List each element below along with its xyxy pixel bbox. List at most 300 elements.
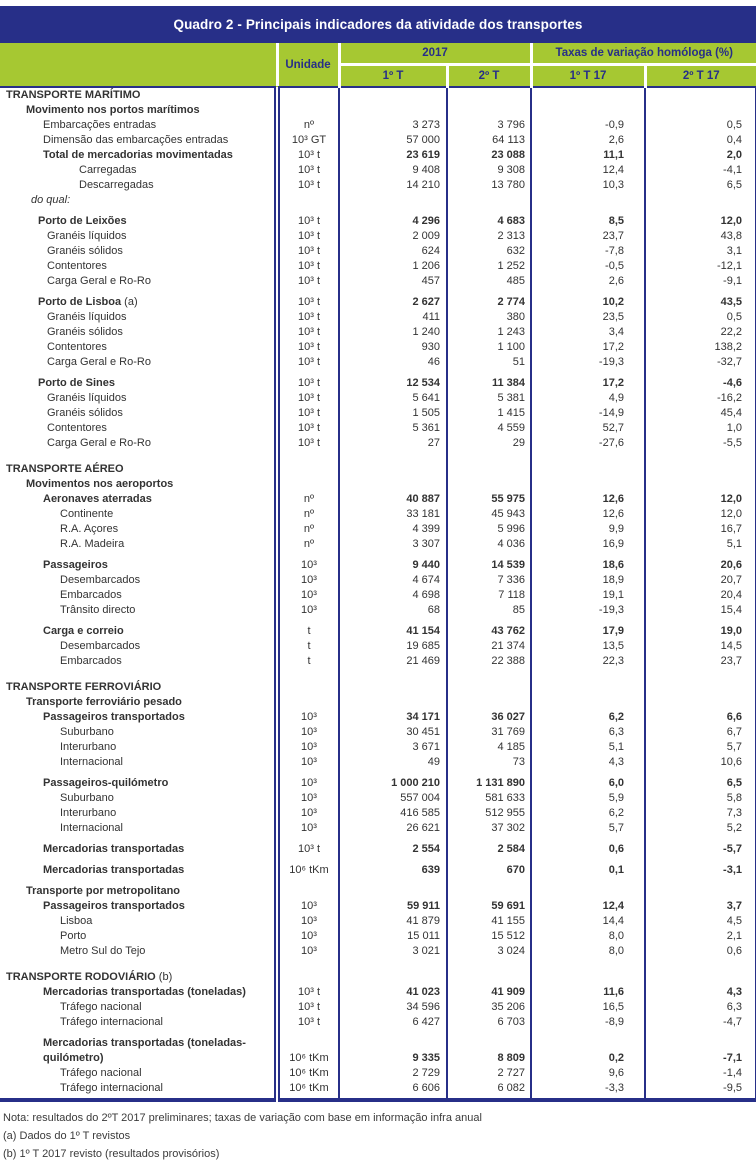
row-label-suffix: (b) [155, 971, 173, 983]
table-row [0, 289, 756, 310]
row-value-v2: 15 512 [447, 929, 531, 944]
row-label: R.A. Madeira [60, 538, 125, 550]
row-value-v4: -7,1 [645, 1030, 756, 1066]
row-value-v4: 45,4 [645, 406, 756, 421]
row-label: Contentores [47, 422, 107, 434]
row-value-v2: 41 909 [447, 985, 531, 1000]
table-row [0, 244, 756, 259]
row-value-v2: 14 539 [447, 552, 531, 573]
row-unit: 10³ [277, 791, 339, 806]
row-value-v4 [645, 695, 756, 710]
row-unit: 10³ [277, 740, 339, 755]
row-value-v3: 10,2 [531, 289, 645, 310]
row-value-v3: 0,2 [531, 1030, 645, 1066]
row-value-v4: 5,7 [645, 740, 756, 755]
row-value-v1: 5 361 [339, 421, 447, 436]
table-row [0, 103, 756, 118]
row-label: Carga Geral e Ro-Ro [47, 437, 151, 449]
row-value-v2 [447, 477, 531, 492]
row-value-v4: 3,7 [645, 899, 756, 914]
row-value-v4: 4,5 [645, 914, 756, 929]
row-value-v3: -8,9 [531, 1015, 645, 1030]
row-label: TRANSPORTE RODOVIÁRIO (b) [6, 971, 173, 983]
row-label: Carga Geral e Ro-Ro [47, 275, 151, 287]
row-value-v4: -5,5 [645, 436, 756, 451]
row-value-v3: 5,7 [531, 821, 645, 836]
row-value-v4: 6,7 [645, 725, 756, 740]
row-value-v2 [447, 451, 531, 477]
row-label: Passageiros transportados [43, 711, 185, 723]
row-unit: nº [277, 522, 339, 537]
row-value-v3: 0,1 [531, 857, 645, 878]
table-row [0, 639, 756, 654]
row-unit: 10³ t [277, 836, 339, 857]
row-value-v4: 0,5 [645, 310, 756, 325]
row-value-v3 [531, 878, 645, 899]
row-value-v4: 14,5 [645, 639, 756, 654]
row-value-v3: -0,9 [531, 118, 645, 133]
row-label: Embarcações entradas [43, 119, 157, 131]
row-unit: nº [277, 118, 339, 133]
row-label: Tráfego internacional [0, 1081, 277, 1100]
table-row [0, 710, 756, 725]
row-value-v1: 49 [339, 755, 447, 770]
row-value-v1: 1 206 [339, 259, 447, 274]
row-value-v1: 9 335 [339, 1030, 447, 1066]
table-row [0, 193, 756, 208]
row-value-v4: 10,6 [645, 755, 756, 770]
row-label: Passageiros transportados [43, 900, 185, 912]
row-value-v1: 1 000 210 [339, 770, 447, 791]
row-value-v3: 52,7 [531, 421, 645, 436]
row-value-v4 [645, 477, 756, 492]
row-label: Porto [60, 930, 87, 942]
row-label: Granéis sólidos [47, 245, 123, 257]
row-value-v4: 2,1 [645, 929, 756, 944]
row-unit: 10³ [277, 755, 339, 770]
table-row [0, 421, 756, 436]
row-value-v4: 19,0 [645, 618, 756, 639]
row-unit: 10³ GT [277, 133, 339, 148]
row-value-v1: 6 606 [339, 1081, 447, 1100]
row-value-v2: 37 302 [447, 821, 531, 836]
row-label: Tráfego internacional [60, 1016, 163, 1028]
row-unit: 10³ [277, 899, 339, 914]
row-unit [277, 477, 339, 492]
table-row [0, 522, 756, 537]
row-value-v3 [531, 87, 645, 103]
header-col-1t17: 1º T 17 [531, 65, 645, 88]
row-value-v3 [531, 477, 645, 492]
row-unit: 10⁶ tKm [277, 1081, 339, 1100]
row-value-v2: 2 313 [447, 229, 531, 244]
table-row [0, 178, 756, 193]
row-value-v4: 138,2 [645, 340, 756, 355]
row-label: Contentores [47, 341, 107, 353]
row-value-v1 [339, 477, 447, 492]
table-row [0, 148, 756, 163]
row-value-v1: 34 596 [339, 1000, 447, 1015]
row-value-v4: -9,1 [645, 274, 756, 289]
row-value-v3: 18,9 [531, 573, 645, 588]
row-value-v3: 19,1 [531, 588, 645, 603]
row-unit [277, 695, 339, 710]
row-label: Transporte ferroviário pesado [26, 696, 182, 708]
row-label: TRANSPORTE MARÍTIMO [6, 89, 141, 101]
table-row [0, 1081, 756, 1100]
row-value-v3 [531, 959, 645, 985]
row-value-v1: 2 554 [339, 836, 447, 857]
row-value-v4: 20,4 [645, 588, 756, 603]
row-value-v3: 17,2 [531, 370, 645, 391]
row-value-v1: 41 879 [339, 914, 447, 929]
row-value-v1: 930 [339, 340, 447, 355]
row-unit: 10³ [277, 725, 339, 740]
row-value-v4: 5,8 [645, 791, 756, 806]
table-row [0, 806, 756, 821]
row-unit [277, 878, 339, 899]
table-row [0, 259, 756, 274]
footnote-b: (b) 1º T 2017 revisto (resultados provisórios) [3, 1148, 220, 1160]
row-value-v2: 1 131 890 [447, 770, 531, 791]
table-row [0, 914, 756, 929]
row-value-v1: 2 627 [339, 289, 447, 310]
row-unit: 10³ t [277, 421, 339, 436]
row-unit: 10³ [277, 588, 339, 603]
row-unit: 10³ [277, 770, 339, 791]
table-row [0, 310, 756, 325]
row-value-v3: 10,3 [531, 178, 645, 193]
table-row [0, 537, 756, 552]
row-unit: t [277, 618, 339, 639]
row-label: R.A. Açores [60, 523, 119, 535]
row-unit: 10³ t [277, 406, 339, 421]
row-value-v3: 11,1 [531, 148, 645, 163]
row-value-v2: 23 088 [447, 148, 531, 163]
header-group-2017: 2017 [339, 43, 531, 65]
row-value-v1 [339, 87, 447, 103]
row-unit: 10³ [277, 929, 339, 944]
row-label: Granéis sólidos [47, 326, 123, 338]
row-value-v1: 40 887 [339, 492, 447, 507]
table-row [0, 1015, 756, 1030]
row-value-v2: 6 082 [447, 1081, 531, 1100]
table-row [0, 755, 756, 770]
row-value-v1: 41 023 [339, 985, 447, 1000]
table-row [0, 770, 756, 791]
row-label: Interurbano [60, 741, 117, 753]
row-label: Carga e correio [43, 625, 124, 637]
row-label-suffix: (a) [121, 296, 138, 308]
table-row [0, 654, 756, 669]
row-value-v3: 5,9 [531, 791, 645, 806]
row-value-v3 [531, 103, 645, 118]
table-row [0, 821, 756, 836]
row-label: Porto de Leixões [38, 215, 127, 227]
row-value-v4: 5,2 [645, 821, 756, 836]
row-value-v2: 35 206 [447, 1000, 531, 1015]
row-unit: t [277, 654, 339, 669]
row-unit: nº [277, 507, 339, 522]
row-value-v2: 1 252 [447, 259, 531, 274]
row-value-v3 [531, 193, 645, 208]
row-unit: nº [277, 537, 339, 552]
table-row [0, 391, 756, 406]
row-value-v2: 1 415 [447, 406, 531, 421]
row-value-v1: 46 [339, 355, 447, 370]
row-value-v3: -14,9 [531, 406, 645, 421]
table-row [0, 669, 756, 695]
row-value-v2: 3 796 [447, 118, 531, 133]
row-unit [277, 451, 339, 477]
row-value-v2: 4 683 [447, 208, 531, 229]
row-value-v3: 11,6 [531, 985, 645, 1000]
row-value-v3: 8,0 [531, 929, 645, 944]
row-value-v1 [339, 959, 447, 985]
table-row [0, 451, 756, 477]
row-label: Tráfego nacional [60, 1001, 142, 1013]
row-value-v1: 59 911 [339, 899, 447, 914]
row-label: Mercadorias transportadas (toneladas) [43, 986, 246, 998]
table-row [0, 436, 756, 451]
row-value-v1: 9 440 [339, 552, 447, 573]
row-unit [277, 87, 339, 103]
header-col-2t17: 2º T 17 [645, 65, 756, 88]
row-unit: 10³ t [277, 1015, 339, 1030]
row-value-v4 [645, 103, 756, 118]
row-value-v1 [339, 669, 447, 695]
row-value-v3: -3,3 [531, 1081, 645, 1100]
row-value-v1: 27 [339, 436, 447, 451]
row-value-v2: 6 703 [447, 1015, 531, 1030]
row-value-v3: 9,6 [531, 1066, 645, 1081]
row-label: Mercadorias transportadas [43, 843, 185, 855]
row-value-v2: 1 100 [447, 340, 531, 355]
row-label: Passageiros-quilómetro [43, 777, 169, 789]
row-label: Granéis líquidos [47, 230, 127, 242]
row-value-v2: 581 633 [447, 791, 531, 806]
row-label: Desembarcados [60, 574, 141, 586]
row-value-v2: 5 996 [447, 522, 531, 537]
table-row [0, 133, 756, 148]
row-value-v1: 2 009 [339, 229, 447, 244]
row-value-v2: 7 118 [447, 588, 531, 603]
row-unit: 10³ [277, 573, 339, 588]
row-label: Granéis líquidos [47, 311, 127, 323]
row-value-v4 [645, 451, 756, 477]
row-label: Granéis líquidos [47, 392, 127, 404]
footnotes [0, 1102, 756, 1170]
row-value-v2: 2 727 [447, 1066, 531, 1081]
row-value-v4: -16,2 [645, 391, 756, 406]
row-value-v4: -4,7 [645, 1015, 756, 1030]
row-unit: 10³ t [277, 148, 339, 163]
row-value-v1: 41 154 [339, 618, 447, 639]
row-value-v4 [645, 959, 756, 985]
row-value-v3: 17,9 [531, 618, 645, 639]
table-row [0, 985, 756, 1000]
table-row [0, 1000, 756, 1015]
row-unit: 10³ t [277, 436, 339, 451]
row-value-v1: 3 273 [339, 118, 447, 133]
row-label: Aeronaves aterradas [43, 493, 152, 505]
row-value-v3: 4,9 [531, 391, 645, 406]
row-value-v4: 20,7 [645, 573, 756, 588]
row-value-v4: -1,4 [645, 1066, 756, 1081]
row-unit: 10³ t [277, 340, 339, 355]
row-label: Porto de Sines [38, 377, 116, 389]
row-value-v3: 5,1 [531, 740, 645, 755]
header-unit: Unidade [277, 43, 339, 87]
row-label: Carregadas [79, 164, 137, 176]
row-value-v1: 6 427 [339, 1015, 447, 1030]
row-label: Dimensão das embarcações entradas [43, 134, 229, 146]
row-value-v2 [447, 878, 531, 899]
row-unit: 10³ [277, 710, 339, 725]
row-value-v2: 36 027 [447, 710, 531, 725]
header-col-1t: 1º T [339, 65, 447, 88]
row-value-v2: 4 036 [447, 537, 531, 552]
row-value-v4 [645, 669, 756, 695]
row-value-v4: 0,4 [645, 133, 756, 148]
row-unit: 10³ t [277, 370, 339, 391]
row-value-v1: 1 505 [339, 406, 447, 421]
row-value-v4: -5,7 [645, 836, 756, 857]
row-value-v3 [531, 669, 645, 695]
row-label: Granéis sólidos [47, 407, 123, 419]
row-value-v2: 9 308 [447, 163, 531, 178]
row-value-v3: 9,9 [531, 522, 645, 537]
table-row [0, 492, 756, 507]
row-label: Suburbano [60, 792, 114, 804]
row-value-v3: -7,8 [531, 244, 645, 259]
table-row [0, 857, 756, 878]
row-value-v1: 1 240 [339, 325, 447, 340]
row-value-v4: 12,0 [645, 507, 756, 522]
row-label: Desembarcados [60, 640, 141, 652]
header-group-taxas: Taxas de variação homóloga (%) [531, 43, 756, 65]
row-value-v2: 41 155 [447, 914, 531, 929]
row-value-v2: 22 388 [447, 654, 531, 669]
row-value-v4 [645, 878, 756, 899]
table-row [0, 340, 756, 355]
row-value-v4: 22,2 [645, 325, 756, 340]
row-value-v4: 1,0 [645, 421, 756, 436]
table-row [0, 959, 756, 985]
row-value-v2: 2 584 [447, 836, 531, 857]
row-value-v4: 7,3 [645, 806, 756, 821]
table-row [0, 791, 756, 806]
row-value-v2: 380 [447, 310, 531, 325]
row-value-v2: 13 780 [447, 178, 531, 193]
row-value-v1: 416 585 [339, 806, 447, 821]
table-body [0, 87, 756, 1100]
row-value-v4: -12,1 [645, 259, 756, 274]
row-value-v2: 512 955 [447, 806, 531, 821]
row-value-v1 [339, 695, 447, 710]
row-value-v1: 4 296 [339, 208, 447, 229]
row-value-v2: 11 384 [447, 370, 531, 391]
row-value-v1: 411 [339, 310, 447, 325]
row-value-v1: 3 671 [339, 740, 447, 755]
row-value-v3: 6,0 [531, 770, 645, 791]
row-value-v2 [447, 695, 531, 710]
row-value-v2: 55 975 [447, 492, 531, 507]
table-row [0, 1066, 756, 1081]
row-value-v1: 26 621 [339, 821, 447, 836]
table-row [0, 477, 756, 492]
row-unit: 10³ t [277, 259, 339, 274]
row-label: Suburbano [60, 726, 114, 738]
row-value-v2 [447, 669, 531, 695]
row-value-v1: 2 729 [339, 1066, 447, 1081]
row-label: Embarcados [60, 655, 122, 667]
row-value-v3 [531, 695, 645, 710]
row-unit: 10³ t [277, 985, 339, 1000]
row-value-v1: 457 [339, 274, 447, 289]
row-value-v1 [339, 878, 447, 899]
row-unit: 10³ t [277, 178, 339, 193]
row-value-v3: 6,3 [531, 725, 645, 740]
row-value-v4: 20,6 [645, 552, 756, 573]
row-value-v1: 9 408 [339, 163, 447, 178]
row-value-v4: 16,7 [645, 522, 756, 537]
row-label: Continente [60, 508, 114, 520]
row-value-v3: 4,3 [531, 755, 645, 770]
table-row [0, 929, 756, 944]
row-value-v4: 43,8 [645, 229, 756, 244]
table-row [0, 274, 756, 289]
row-value-v3: 23,5 [531, 310, 645, 325]
row-label: Total de mercadorias movimentadas [43, 149, 233, 161]
table-row [0, 695, 756, 710]
row-value-v1: 624 [339, 244, 447, 259]
table-row [0, 944, 756, 959]
row-value-v2: 51 [447, 355, 531, 370]
row-value-v2: 1 243 [447, 325, 531, 340]
row-value-v1: 57 000 [339, 133, 447, 148]
row-value-v3 [531, 451, 645, 477]
row-value-v1: 3 307 [339, 537, 447, 552]
header-label-cell [0, 43, 277, 87]
row-unit: 10³ t [277, 391, 339, 406]
row-label: Mercadorias transportadas [43, 864, 185, 876]
row-unit: 10³ t [277, 229, 339, 244]
row-value-v2: 7 336 [447, 573, 531, 588]
row-value-v4: 2,0 [645, 148, 756, 163]
row-value-v1: 15 011 [339, 929, 447, 944]
table-header [0, 43, 756, 87]
row-unit: 10⁶ tKm [277, 857, 339, 878]
row-label: Lisboa [60, 915, 93, 927]
row-unit [277, 103, 339, 118]
row-value-v3: 0,6 [531, 836, 645, 857]
row-label: TRANSPORTE AÉREO [6, 463, 124, 475]
row-value-v3: 18,6 [531, 552, 645, 573]
row-value-v3: 8,5 [531, 208, 645, 229]
row-value-v3: 22,3 [531, 654, 645, 669]
row-unit: 10³ [277, 821, 339, 836]
row-unit: 10³ [277, 603, 339, 618]
table-row [0, 208, 756, 229]
row-value-v1: 4 399 [339, 522, 447, 537]
row-value-v2: 45 943 [447, 507, 531, 522]
row-value-v4: -32,7 [645, 355, 756, 370]
row-value-v4 [645, 87, 756, 103]
row-value-v2: 4 559 [447, 421, 531, 436]
table-row [0, 370, 756, 391]
row-value-v3: -0,5 [531, 259, 645, 274]
